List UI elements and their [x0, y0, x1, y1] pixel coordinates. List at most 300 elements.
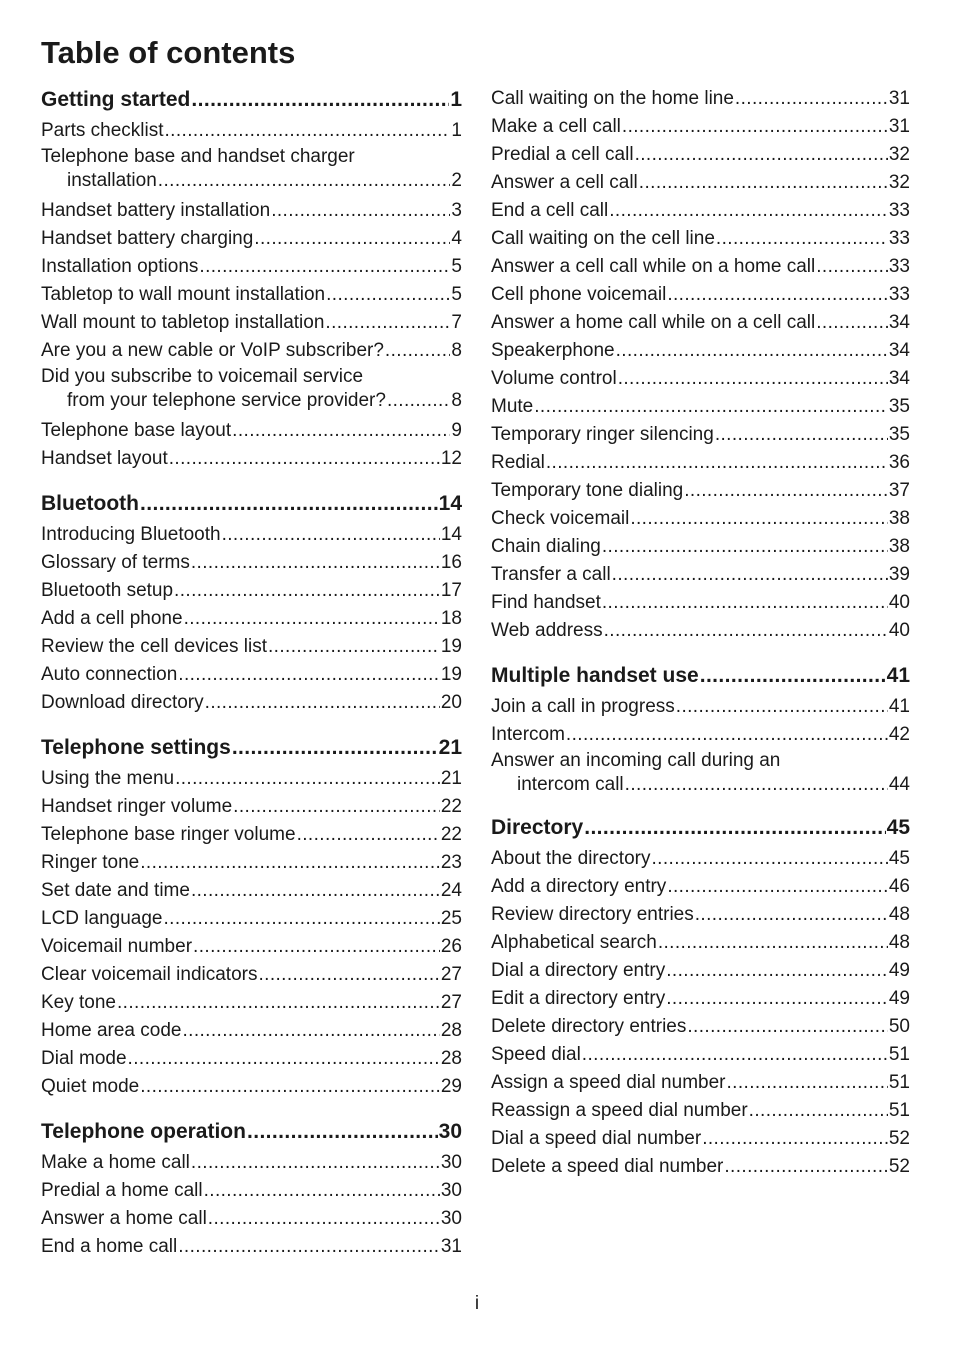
toc-heading-page: 21: [438, 736, 462, 759]
toc-entry[interactable]: [41, 605, 462, 633]
toc-entry-label: Telephone base layout: [41, 420, 232, 441]
toc-entry-page: 5: [451, 256, 462, 277]
toc-entry[interactable]: [491, 421, 910, 449]
toc-entry[interactable]: [491, 589, 910, 617]
toc-entry[interactable]: [491, 957, 910, 985]
toc-entry-label: Mute: [491, 396, 534, 417]
toc-entry-page: 18: [440, 608, 462, 629]
toc-entry[interactable]: [491, 337, 910, 365]
toc-entry-page: 46: [888, 876, 910, 897]
dot-leader: [546, 449, 888, 477]
dot-leader: [630, 505, 888, 533]
toc-entry[interactable]: [41, 337, 462, 365]
toc-entry-page: 5: [451, 284, 462, 305]
toc-entry-label: Volume control: [491, 368, 617, 389]
dot-leader: [191, 1149, 440, 1177]
toc-entry[interactable]: [491, 449, 910, 477]
toc-entry-page: 19: [440, 636, 462, 657]
toc-entry[interactable]: [491, 253, 910, 281]
toc-entry[interactable]: [41, 309, 462, 337]
toc-entry[interactable]: [41, 145, 462, 193]
toc-entry-page: 35: [888, 424, 910, 445]
dot-leader: [584, 813, 885, 843]
toc-entry[interactable]: [491, 617, 910, 645]
toc-entry-label: Parts checklist: [41, 120, 164, 141]
toc-entry[interactable]: [491, 365, 910, 393]
toc-entry-label: Answer a cell call: [491, 172, 638, 193]
toc-entry[interactable]: [41, 417, 462, 445]
toc-heading-page: 1: [450, 88, 462, 111]
toc-section-getting-started: [41, 85, 462, 473]
dot-leader: [268, 633, 440, 661]
toc-entry-page: 1: [451, 120, 462, 141]
toc-entry[interactable]: [41, 821, 462, 849]
dot-leader: [184, 605, 440, 633]
toc-entry-label: Telephone base ringer volume: [41, 824, 296, 845]
toc-entry-page: 51: [888, 1044, 910, 1065]
toc-entry-label: Home area code: [41, 1020, 182, 1041]
toc-entry-page: 4: [451, 228, 462, 249]
toc-column-left: [41, 85, 462, 1277]
dot-leader: [205, 689, 440, 717]
toc-entry-page: 31: [888, 116, 910, 137]
toc-section-multiple-handset-use: [491, 661, 910, 797]
dot-leader: [326, 281, 450, 309]
toc-heading-label: Telephone settings: [41, 736, 231, 759]
dot-leader: [639, 169, 888, 197]
toc-entry-page: 30: [440, 1152, 462, 1173]
dot-leader: [128, 1045, 440, 1073]
toc-entry-page: 49: [888, 960, 910, 981]
toc-entry-page: 21: [440, 768, 462, 789]
toc-entry-page: 25: [440, 908, 462, 929]
toc-entry-label: Using the menu: [41, 768, 175, 789]
toc-entry-label: Temporary tone dialing: [491, 480, 684, 501]
toc-entry-label: Set date and time: [41, 880, 190, 901]
dot-leader: [667, 281, 888, 309]
toc-entry-label-line1: Telephone base and handset charger: [41, 146, 355, 167]
toc-entry[interactable]: [41, 633, 462, 661]
toc-entry-page: 34: [888, 312, 910, 333]
toc-heading-label: Multiple handset use: [491, 664, 699, 687]
toc-entry-label: Answer a cell call while on a home call: [491, 256, 816, 277]
toc-entry-page: 26: [440, 936, 462, 957]
toc-entry[interactable]: [41, 961, 462, 989]
toc-entry-label: Tabletop to wall mount installation: [41, 284, 326, 305]
dot-leader: [208, 1205, 440, 1233]
toc-entry-line2: [41, 389, 462, 413]
toc-entry-label-line1: Answer an incoming call during an: [491, 750, 781, 771]
toc-entry-page: 32: [888, 172, 910, 193]
toc-entry-page: 40: [888, 620, 910, 641]
toc-entry-page: 45: [888, 848, 910, 869]
toc-heading-getting-started[interactable]: [41, 85, 462, 115]
toc-entry[interactable]: [491, 985, 910, 1013]
toc-entry-page: 49: [888, 988, 910, 1009]
toc-entry-page: 27: [440, 992, 462, 1013]
dot-leader: [667, 873, 888, 901]
toc-entry-page: 31: [440, 1236, 462, 1257]
dot-leader: [297, 821, 440, 849]
toc-entry-label: Assign a speed dial number: [491, 1072, 726, 1093]
toc-entry[interactable]: [491, 477, 910, 505]
toc-entry[interactable]: [491, 1153, 910, 1181]
toc-entry-page: 51: [888, 1100, 910, 1121]
toc-entry-label: Clear voicemail indicators: [41, 964, 258, 985]
toc-entry[interactable]: [491, 845, 910, 873]
toc-entry[interactable]: [41, 577, 462, 605]
dot-leader: [175, 765, 440, 793]
dot-leader: [182, 1017, 439, 1045]
toc-entry-label: Handset battery charging: [41, 228, 254, 249]
toc-entry[interactable]: [491, 1041, 910, 1069]
toc-entry-label: Redial: [491, 452, 545, 473]
dot-leader: [158, 169, 451, 193]
toc-entry[interactable]: [491, 901, 910, 929]
toc-entry[interactable]: [41, 549, 462, 577]
dot-leader: [618, 365, 888, 393]
toc-entry-label: Handset battery installation: [41, 200, 271, 221]
page-title: Table of contents: [41, 35, 296, 70]
dot-leader: [566, 721, 888, 749]
toc-entry[interactable]: [41, 793, 462, 821]
dot-leader: [325, 309, 450, 337]
toc-entry-label: About the directory: [491, 848, 651, 869]
toc-heading-page: 41: [886, 664, 910, 687]
toc-entry-page: 9: [451, 420, 462, 441]
toc-entry-label: Review directory entries: [491, 904, 694, 925]
toc-entry[interactable]: [41, 197, 462, 225]
dot-leader: [702, 1125, 888, 1153]
toc-entry-page: 52: [888, 1128, 910, 1149]
toc-entry-label: Alphabetical search: [491, 932, 657, 953]
dot-leader: [602, 589, 888, 617]
toc-entry[interactable]: [491, 929, 910, 957]
dot-leader: [199, 253, 450, 281]
toc-entry-label: Delete directory entries: [491, 1016, 687, 1037]
dot-leader: [700, 661, 886, 691]
toc-entry-label: End a cell call: [491, 200, 609, 221]
toc-heading-label: Directory: [491, 816, 584, 839]
toc-entry-label: Answer a home call: [41, 1208, 207, 1229]
toc-entry-page: 50: [888, 1016, 910, 1037]
toc-entry-page: 2: [451, 170, 462, 191]
toc-entry[interactable]: [491, 721, 910, 749]
toc-entry-label: Download directory: [41, 692, 204, 713]
toc-heading-label: Getting started: [41, 88, 191, 111]
toc-entry-page: 22: [440, 824, 462, 845]
dot-leader: [658, 929, 888, 957]
dot-leader: [609, 197, 888, 225]
toc-entry[interactable]: [491, 393, 910, 421]
toc-entry-label: Web address: [491, 620, 603, 641]
toc-entry-label: Auto connection: [41, 664, 178, 685]
toc-entry-label: Answer a home call while on a cell call: [491, 312, 816, 333]
toc-entry-page: 20: [440, 692, 462, 713]
toc-entry-label: End a home call: [41, 1236, 178, 1257]
toc-entry-page: 7: [451, 312, 462, 333]
toc-entry-label: Wall mount to tabletop installation: [41, 312, 325, 333]
toc-entry[interactable]: [41, 989, 462, 1017]
toc-entry[interactable]: [41, 225, 462, 253]
toc-entry-label: Speakerphone: [491, 340, 615, 361]
toc-entry-label: Speed dial: [491, 1044, 581, 1065]
dot-leader: [258, 961, 439, 989]
toc-entry-label: Reassign a speed dial number: [491, 1100, 748, 1121]
toc-entry-label-line2: from your telephone service provider?: [67, 390, 386, 411]
dot-leader: [676, 693, 888, 721]
toc-entry-page: 19: [440, 664, 462, 685]
toc-entry[interactable]: [491, 693, 910, 721]
toc-entry-page: 29: [440, 1076, 462, 1097]
toc-entry-page: 36: [888, 452, 910, 473]
dot-leader: [749, 1097, 888, 1125]
toc-entry-page: 33: [888, 200, 910, 221]
toc-entry-label-line2: installation: [67, 170, 157, 191]
toc-entry-label: Installation options: [41, 256, 199, 277]
dot-leader: [666, 957, 888, 985]
toc-section-telephone-operation: [41, 1117, 462, 1261]
dot-leader: [387, 389, 450, 413]
toc-section-directory: [491, 813, 910, 1181]
toc-entry-page: 35: [888, 396, 910, 417]
dot-leader: [816, 253, 888, 281]
toc-entry-label: LCD language: [41, 908, 163, 929]
dot-leader: [178, 661, 440, 689]
dot-leader: [254, 225, 450, 253]
toc-heading-page: 14: [438, 492, 462, 515]
toc-column-right: [491, 85, 910, 1197]
toc-entry-page: 39: [888, 564, 910, 585]
dot-leader: [604, 617, 888, 645]
dot-leader: [232, 733, 438, 763]
toc-entry-line2: [491, 773, 910, 797]
dot-leader: [687, 1013, 887, 1041]
toc-entry-page: 30: [440, 1208, 462, 1229]
toc-entry[interactable]: [41, 1045, 462, 1073]
toc-entry-label: Find handset: [491, 592, 601, 613]
toc-entry[interactable]: [41, 521, 462, 549]
toc-entry[interactable]: [491, 281, 910, 309]
toc-entry[interactable]: [41, 1017, 462, 1045]
dot-leader: [622, 113, 888, 141]
toc-entry-label: Dial mode: [41, 1048, 127, 1069]
toc-heading-page: 30: [438, 1120, 462, 1143]
toc-entry-label: Delete a speed dial number: [491, 1156, 724, 1177]
toc-entry-page: 14: [440, 524, 462, 545]
toc-entry[interactable]: [491, 533, 910, 561]
toc-entry-label: Join a call in progress: [491, 696, 675, 717]
toc-entry[interactable]: [41, 689, 462, 717]
toc-entry-page: 40: [888, 592, 910, 613]
dot-leader: [602, 533, 888, 561]
toc-entry[interactable]: [41, 1149, 462, 1177]
toc-entry[interactable]: [491, 169, 910, 197]
dot-leader: [735, 85, 888, 113]
toc-entry[interactable]: [491, 309, 910, 337]
dot-leader: [715, 421, 888, 449]
toc-entry-page: 44: [888, 774, 910, 795]
toc-entry[interactable]: [41, 765, 462, 793]
toc-entry-page: 27: [440, 964, 462, 985]
toc-entry[interactable]: [491, 225, 910, 253]
dot-leader: [191, 549, 440, 577]
page-number: i: [474, 1293, 480, 1314]
dot-leader: [191, 85, 449, 115]
dot-leader: [716, 225, 888, 253]
dot-leader: [204, 1177, 440, 1205]
dot-leader: [612, 561, 888, 589]
toc-entry-label: Handset ringer volume: [41, 796, 233, 817]
toc-entry-page: 48: [888, 904, 910, 925]
toc-entry[interactable]: [491, 505, 910, 533]
toc-entry-page: 34: [888, 340, 910, 361]
toc-entry-label: Cell phone voicemail: [491, 284, 667, 305]
toc-entry-page: 12: [440, 448, 462, 469]
toc-heading-directory[interactable]: [491, 813, 910, 843]
dot-leader: [271, 197, 450, 225]
toc-entry-page: 32: [888, 144, 910, 165]
toc-entry[interactable]: [491, 197, 910, 225]
toc-heading-telephone-settings[interactable]: [41, 733, 462, 763]
toc-entry[interactable]: [491, 1097, 910, 1125]
toc-entry[interactable]: [491, 141, 910, 169]
toc-entry-label: Key tone: [41, 992, 116, 1013]
toc-entry-page: 33: [888, 228, 910, 249]
toc-entry-label: Call waiting on the home line: [491, 88, 734, 109]
toc-entry-label: Transfer a call: [491, 564, 611, 585]
toc-entry[interactable]: [41, 877, 462, 905]
dot-leader: [117, 989, 440, 1017]
toc-entry[interactable]: [41, 1205, 462, 1233]
dot-leader: [534, 393, 888, 421]
toc-entry-page: 16: [440, 552, 462, 573]
dot-leader: [247, 1117, 438, 1147]
dot-leader: [666, 985, 888, 1013]
dot-leader: [140, 489, 438, 519]
toc-entry-label: Bluetooth setup: [41, 580, 174, 601]
toc-entry-page: 22: [440, 796, 462, 817]
dot-leader: [816, 309, 888, 337]
dot-leader: [726, 1069, 887, 1097]
toc-entry-label: Check voicemail: [491, 508, 630, 529]
toc-entry-label: Introducing Bluetooth: [41, 524, 221, 545]
dot-leader: [724, 1153, 887, 1181]
toc-heading-label: Bluetooth: [41, 492, 139, 515]
toc-entry-label: Are you a new cable or VoIP subscriber?: [41, 340, 384, 361]
toc-entry[interactable]: [41, 1073, 462, 1101]
dot-leader: [684, 477, 888, 505]
toc-entry[interactable]: [491, 561, 910, 589]
toc-entry[interactable]: [41, 281, 462, 309]
toc-entry[interactable]: [491, 873, 910, 901]
toc-entry-page: 31: [888, 88, 910, 109]
dot-leader: [232, 417, 450, 445]
toc-entry-page: 17: [440, 580, 462, 601]
dot-leader: [582, 1041, 888, 1069]
toc-section-telephone-operation-cont: [491, 85, 910, 645]
toc-entry[interactable]: [41, 117, 462, 145]
toc-entry-page: 30: [440, 1180, 462, 1201]
toc-entry-label: Add a directory entry: [491, 876, 667, 897]
toc-entry-label: Review the cell devices list: [41, 636, 267, 657]
toc-heading-multiple-handset-use[interactable]: [491, 661, 910, 691]
dot-leader: [140, 849, 440, 877]
toc-entry[interactable]: [41, 253, 462, 281]
toc-entry[interactable]: [41, 1233, 462, 1261]
dot-leader: [651, 845, 887, 873]
toc-entry-label: Predial a cell call: [491, 144, 634, 165]
toc-section-telephone-settings: [41, 733, 462, 1101]
toc-entry[interactable]: [491, 113, 910, 141]
dot-leader: [625, 773, 888, 797]
toc-entry-label: Voicemail number: [41, 936, 193, 957]
dot-leader: [695, 901, 888, 929]
toc-entry-label: Predial a home call: [41, 1180, 203, 1201]
toc-entry-page: 41: [888, 696, 910, 717]
toc-entry[interactable]: [491, 1013, 910, 1041]
toc-entry-label: Intercom: [491, 724, 565, 745]
toc-entry-page: 33: [888, 284, 910, 305]
toc-entry[interactable]: [41, 1177, 462, 1205]
toc-entry-label: Dial a speed dial number: [491, 1128, 702, 1149]
dot-leader: [174, 577, 440, 605]
toc-entry-label-line1: Did you subscribe to voicemail service: [41, 366, 364, 387]
toc-entry-label: Call waiting on the cell line: [491, 228, 715, 249]
toc-entry-page: 38: [888, 536, 910, 557]
toc-entry[interactable]: [491, 85, 910, 113]
dot-leader: [140, 1073, 440, 1101]
dot-leader: [191, 877, 440, 905]
toc-entry[interactable]: [41, 905, 462, 933]
dot-leader: [163, 905, 439, 933]
toc-heading-bluetooth[interactable]: [41, 489, 462, 519]
toc-entry-page: 28: [440, 1020, 462, 1041]
toc-entry[interactable]: [41, 849, 462, 877]
toc-entry-page: 37: [888, 480, 910, 501]
dot-leader: [616, 337, 888, 365]
dot-leader: [169, 445, 440, 473]
toc-entry[interactable]: [41, 445, 462, 473]
toc-entry-page: 42: [888, 724, 910, 745]
toc-entry-label: Handset layout: [41, 448, 168, 469]
toc-entry-page: 52: [888, 1156, 910, 1177]
toc-entry[interactable]: [41, 933, 462, 961]
toc-entry-page: 48: [888, 932, 910, 953]
dot-leader: [385, 337, 451, 365]
toc-entry-page: 24: [440, 880, 462, 901]
toc-entry-page: 23: [440, 852, 462, 873]
toc-entry[interactable]: [491, 749, 910, 797]
toc-entry-page: 38: [888, 508, 910, 529]
toc-heading-label: Telephone operation: [41, 1120, 246, 1143]
toc-entry[interactable]: [41, 365, 462, 413]
toc-entry-label: Edit a directory entry: [491, 988, 666, 1009]
toc-entry[interactable]: [491, 1125, 910, 1153]
toc-entry-page: 34: [888, 368, 910, 389]
dot-leader: [193, 933, 440, 961]
toc-entry-label-line2: intercom call: [517, 774, 624, 795]
toc-entry-page: 8: [451, 390, 462, 411]
toc-entry-page: 3: [451, 200, 462, 221]
toc-entry-label: Add a cell phone: [41, 608, 183, 629]
toc-entry[interactable]: [41, 661, 462, 689]
dot-leader: [222, 521, 440, 549]
dot-leader: [178, 1233, 440, 1261]
toc-entry[interactable]: [491, 1069, 910, 1097]
toc-heading-telephone-operation[interactable]: [41, 1117, 462, 1147]
toc-entry-label: Ringer tone: [41, 852, 140, 873]
